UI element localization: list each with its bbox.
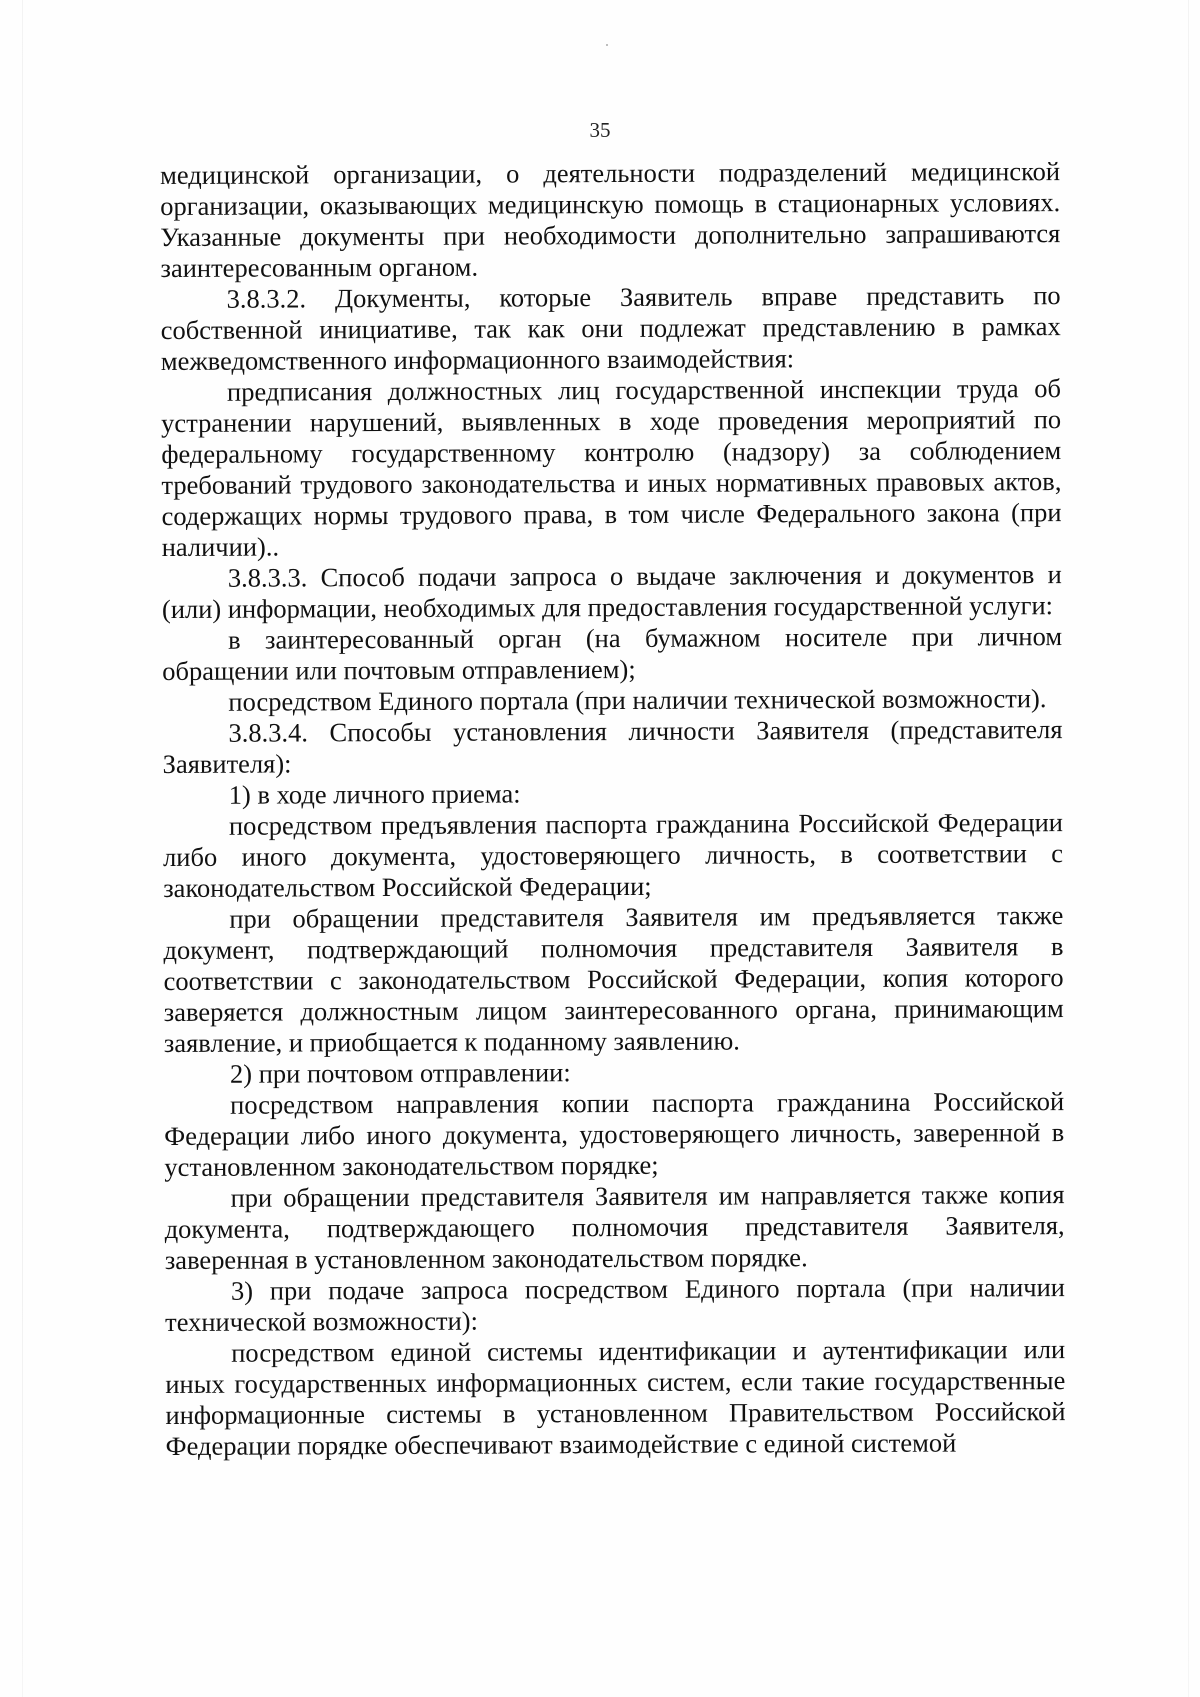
- scan-edge-line: [1188, 0, 1189, 1697]
- paragraph: посредством предъявления паспорта гражданина Российской Федерации либо иного документа, удостоверяющего личность, в соответствии с законодательством Российской Федерации;: [162, 807, 1064, 903]
- paragraph: при обращении представителя Заявителя им направляется также копия документа, подтверждающего полномочия представителя Заявителя, заверенная в установленном законодательством порядке.: [164, 1179, 1065, 1275]
- paragraph: посредством единой системы идентификации и аутентификации или иных государственных информационных систем, если такие государственные информационные системы в установленном Правительством Российской Федерации порядке обеспечивают взаимодействие с единой системой: [165, 1334, 1066, 1461]
- list-item-3: 3) при подаче запроса посредством Единого портала (при наличии технической возможности):: [165, 1272, 1065, 1337]
- paragraph: посредством Единого портала (при наличии технической возможности).: [228, 683, 1047, 717]
- paragraph: предписания должностных лиц государственной инспекции труда об устранении нарушений, выявленных в ходе проведения мероприятий по федеральному государственному контролю (надзору) за соблюдением требований трудового законодательства и иных нормативных правовых актов, содержащих нормы трудового права, в том числе Федерального закона (при наличии)..: [161, 373, 1062, 562]
- paragraph: медицинской организации, о деятельности подразделений медицинской организации, оказывающих медицинскую помощь в стационарных условиях. Указанные документы при необходимости дополнительно запрашиваются заинтересованным органом.: [160, 156, 1061, 283]
- paragraph-3-8-3-4: 3.8.3.4. Способы установления личности Заявителя (представителя Заявителя):: [162, 714, 1063, 779]
- list-item-1: 1) в ходе личного приема:: [228, 778, 521, 810]
- paragraph: посредством направления копии паспорта гражданина Российской Федерации либо иного документа, удостоверяющего личность, заверенной в установленном законодательством порядке;: [164, 1086, 1065, 1182]
- paragraph: в заинтересованный орган (на бумажном носителе при личном обращении или почтовым отправлением);: [162, 621, 1063, 686]
- document-body: [160, 156, 1066, 1462]
- paragraph-3-8-3-3: 3.8.3.3. Способ подачи запроса о выдаче заключения и документов и (или) информации, необходимых для предоставления государственной услуги:: [161, 559, 1062, 624]
- scan-speck: [606, 44, 608, 46]
- page-number: 35: [589, 118, 611, 142]
- scan-edge-line: [22, 0, 23, 1697]
- paragraph-3-8-3-2: 3.8.3.2. Документы, которые Заявитель вправе представить по собственной инициативе, так как они подлежат представлению в рамках межведомственного информационного взаимодействия:: [160, 280, 1061, 376]
- list-item-2: 2) при почтовом отправлении:: [229, 1057, 571, 1089]
- paragraph: при обращении представителя Заявителя им предъявляется также документ, подтверждающий полномочия представителя Заявителя в соответствии с законодательством Российской Федерации, копия которого заверяется должностным лицом заинтересованного органа, принимающим заявление, и приобщается к поданному заявлению.: [163, 900, 1064, 1058]
